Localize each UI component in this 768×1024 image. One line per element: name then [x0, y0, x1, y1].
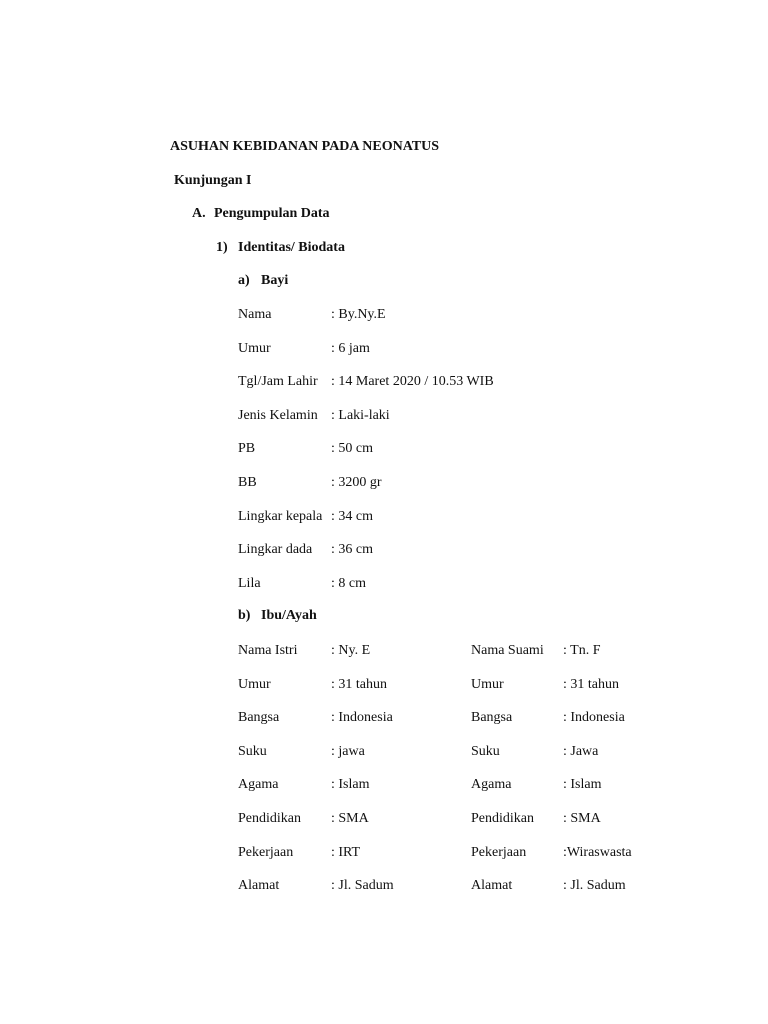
baby-field-value: : 36 cm	[331, 542, 373, 557]
father-field-value: : Jawa	[563, 744, 599, 759]
baby-field-label: Umur	[238, 341, 271, 356]
baby-field-label: Lingkar dada	[238, 542, 313, 557]
mother-field-value: : IRT	[331, 845, 361, 860]
baby-field-value: : 50 cm	[331, 441, 373, 456]
mother-field-value: : SMA	[331, 811, 369, 826]
father-field-label: Alamat	[471, 878, 513, 893]
father-field-value: :Wiraswasta	[563, 845, 632, 860]
baby-field-value: : 34 cm	[331, 509, 373, 524]
mother-field-label: Umur	[238, 677, 271, 692]
father-field-label: Suku	[471, 744, 500, 759]
mother-field-label: Pekerjaan	[238, 845, 294, 860]
baby-field-label: Tgl/Jam Lahir	[238, 374, 318, 389]
mother-field-value: : Ny. E	[331, 643, 371, 658]
mother-field-label: Pendidikan	[238, 811, 301, 826]
mother-field-value: : Islam	[331, 777, 370, 792]
father-field-label: Bangsa	[471, 710, 513, 725]
subsection-1-marker: 1)	[216, 240, 228, 255]
baby-marker: a)	[238, 273, 250, 288]
document-title: ASUHAN KEBIDANAN PADA NEONATUS	[170, 139, 440, 154]
baby-field-label: PB	[238, 441, 256, 456]
mother-field-value: : jawa	[331, 744, 365, 759]
baby-field-label: Lingkar kepala	[238, 509, 323, 524]
baby-field-value: : 8 cm	[331, 576, 366, 591]
baby-field-value: : By.Ny.E	[331, 307, 386, 322]
baby-heading	[238, 272, 288, 290]
baby-field-label: Lila	[238, 576, 261, 591]
visit-heading: Kunjungan I	[174, 173, 252, 188]
mother-field-label: Alamat	[238, 878, 280, 893]
father-field-label: Nama Suami	[471, 643, 544, 658]
father-field-value: : Tn. F	[563, 643, 601, 658]
father-field-label: Pendidikan	[471, 811, 534, 826]
father-field-value: : Indonesia	[563, 710, 625, 725]
subsection-1-label: Identitas/ Biodata	[238, 240, 345, 255]
section-a-marker: A.	[192, 206, 206, 221]
baby-label: Bayi	[261, 273, 289, 288]
mother-field-label: Bangsa	[238, 710, 280, 725]
father-field-label: Pekerjaan	[471, 845, 527, 860]
father-field-value: : Islam	[563, 777, 602, 792]
mother-field-label: Nama Istri	[238, 643, 298, 658]
baby-field-value: : 3200 gr	[331, 475, 382, 490]
subsection-1-heading	[216, 239, 345, 257]
section-a-label: Pengumpulan Data	[214, 206, 330, 221]
section-a-heading	[192, 205, 330, 223]
baby-field-value: : 6 jam	[331, 341, 370, 356]
parents-heading	[238, 607, 317, 625]
father-field-value: : 31 tahun	[563, 677, 619, 692]
father-field-label: Umur	[471, 677, 504, 692]
mother-field-value: : Indonesia	[331, 710, 393, 725]
baby-field-label: Jenis Kelamin	[238, 408, 318, 423]
baby-field-label: Nama	[238, 307, 272, 322]
parents-marker: b)	[238, 608, 251, 623]
baby-field-value: : 14 Maret 2020 / 10.53 WIB	[331, 374, 494, 389]
mother-field-label: Suku	[238, 744, 267, 759]
father-field-value: : SMA	[563, 811, 601, 826]
baby-field-label: BB	[238, 475, 257, 490]
mother-field-label: Agama	[238, 777, 279, 792]
father-field-value: : Jl. Sadum	[563, 878, 626, 893]
mother-field-value: : 31 tahun	[331, 677, 387, 692]
father-field-label: Agama	[471, 777, 512, 792]
mother-field-value: : Jl. Sadum	[331, 878, 394, 893]
parents-label: Ibu/Ayah	[261, 608, 317, 623]
baby-field-value: : Laki-laki	[331, 408, 390, 423]
